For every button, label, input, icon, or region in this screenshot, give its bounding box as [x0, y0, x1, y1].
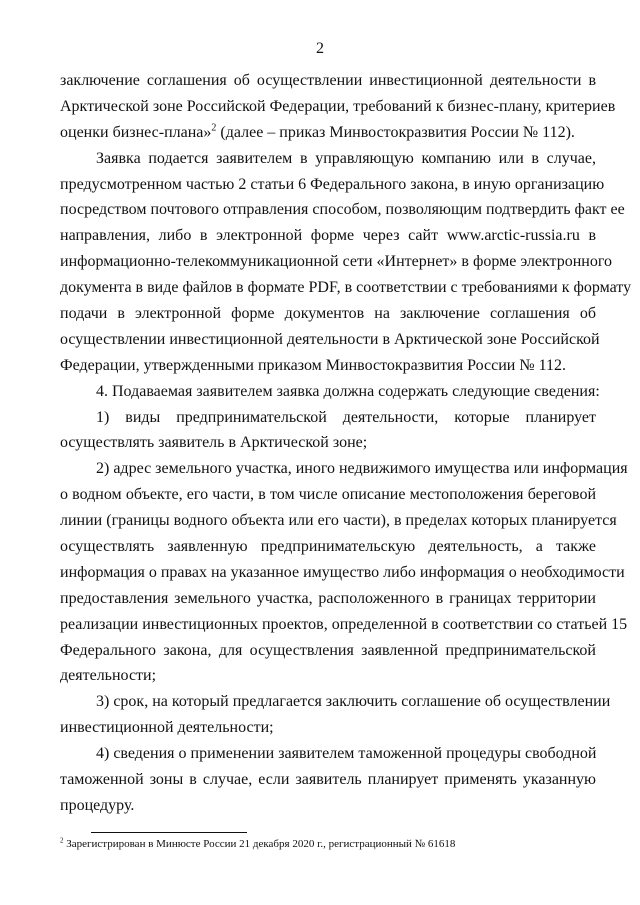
text-line: процедуру. [60, 796, 135, 814]
text-line: осуществлять заявленную предпринимательскую деятельность, а также [60, 538, 596, 556]
paragraph [60, 68, 616, 146]
text-line: 1) виды предпринимательской деятельности, которые планирует [96, 408, 596, 426]
text-line: 3) срок, на который предлагается заключить соглашение об осуществлении [96, 693, 611, 711]
text-line: Арктической зоне Российской Федерации, требований к бизнес-плану, критериев [60, 97, 616, 115]
text-segment: (далее – приказ Минвостокразвития России № 112). [216, 123, 575, 141]
text-line: 4. Подаваемая заявителем заявка должна содержать следующие сведения: [96, 382, 600, 400]
paragraph [60, 456, 628, 689]
text-line: осуществлении инвестиционной деятельности в Арктической зоне Российской [60, 330, 600, 348]
text-line: Заявка подается заявителем в управляющую компанию или в случае, [96, 149, 596, 167]
text-line: реализации инвестиционных проектов, определенной в соответствии со статьей 15 [60, 615, 628, 633]
text-line: Федерального закона, для осуществления заявленной предпринимательской [60, 641, 596, 659]
footnote-text: Зарегистрирован в Минюсте России 21 декабря 2020 г., регистрационный № 61618 [63, 838, 456, 850]
text-line: деятельности; [60, 667, 157, 685]
text-line: заключение соглашения об осуществлении инвестиционной деятельности в [60, 72, 596, 89]
document-body [60, 68, 632, 819]
paragraph [60, 689, 611, 741]
text-line: подачи в электронной форме документов на заключение соглашения об [60, 305, 596, 323]
text-line: Федерации, утвержденными приказом Минвостокразвития России № 112. [60, 356, 566, 374]
text-line: 4) сведения о применении заявителем таможенной процедуры свободной [96, 745, 597, 763]
paragraph [60, 146, 632, 379]
text-line: информация о правах на указанное имущество либо информация о необходимости [60, 563, 625, 581]
footnote-divider [91, 832, 247, 833]
text-line: о водном объекте, его части, в том числе описание местоположения береговой [60, 486, 596, 504]
text-line: 2) адрес земельного участка, иного недвижимого имущества или информация [96, 460, 628, 478]
text-line: информационно-телекоммуникационной сети «Интернет» в форме электронного [60, 253, 613, 271]
text-line: таможенной зоны в случае, если заявитель планирует применять указанную [60, 771, 596, 789]
footnote-ref: 2 [211, 122, 217, 134]
paragraph [60, 741, 596, 819]
paragraph [60, 379, 600, 405]
text-line: направления, либо в электронной форме через сайт www.arctic-russia.ru в [60, 227, 596, 245]
text-line [60, 120, 596, 146]
footnote [60, 838, 455, 850]
text-line: документа в виде файлов в формате PDF, в соответствии с требованиями к формату [60, 279, 632, 297]
text-segment: оценки бизнес-плана» [60, 123, 212, 141]
text-line: линии (границы водного объекта или его части), в пределах которых планируется [60, 512, 617, 530]
text-line: предусмотренном частью 2 статьи 6 Федерального закона, в иную организацию [60, 175, 605, 193]
text-line: предоставления земельного участка, расположенного в границах территории [60, 589, 596, 607]
text-line: посредством почтового отправления способом, позволяющим подтвердить факт ее [60, 201, 625, 219]
text-line: инвестиционной деятельности; [60, 719, 274, 737]
paragraph [60, 405, 596, 457]
page-number: 2 [316, 40, 324, 57]
text-line: осуществлять заявитель в Арктической зоне; [60, 434, 368, 452]
footnote-mark: 2 [60, 836, 64, 845]
